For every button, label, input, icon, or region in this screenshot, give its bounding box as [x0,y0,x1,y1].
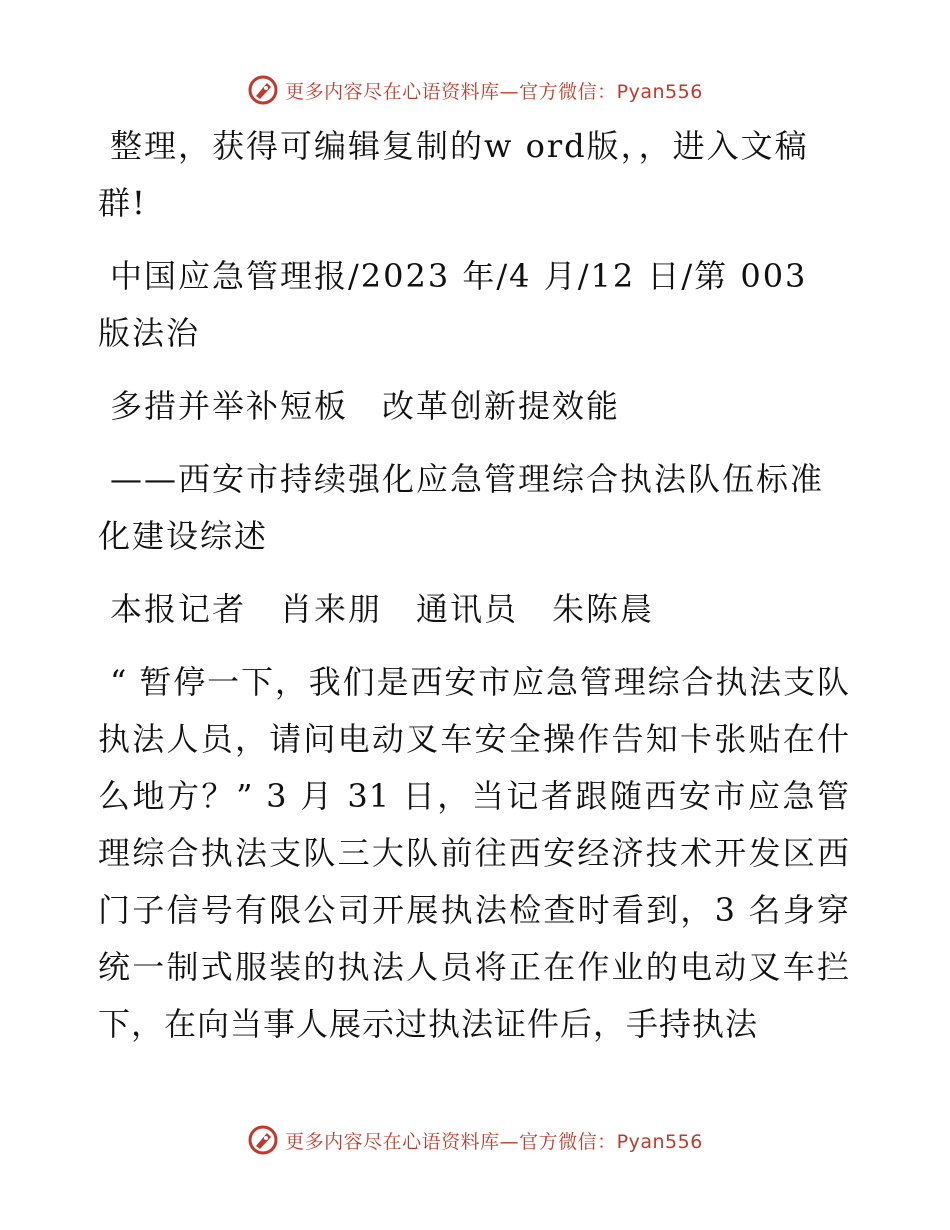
source-line: 中国应急管理报/2023 年/4 月/12 日/第 003 版法治 [98,257,808,352]
intro-paragraph: 整理，获得可编辑复制的w ord版，，进入文稿群! [98,127,809,222]
body-paragraph: “ 暂停一下，我们是西安市应急管理综合执法支队执法人员，请问电动叉车安全操作告知卡张贴在什么地方？” 3 月 31 日，当记者跟随西安市应急管理综合执法支队三大队前往西安经济技术开发区西门子信号有限公司开展执法检查时看到，3 名身穿统一制式服装的执法人员将正在作业的电动叉车拦下，在向当事人展示过执法证件后，手持执法 [98,663,850,1043]
document-body [98,118,850,1053]
footer-watermark-text: 更多内容尽在心语资料库—官方微信：Pyan556 [285,1130,703,1153]
footer-watermark-banner [0,1120,950,1160]
header-watermark-text: 更多内容尽在心语资料库—官方微信：Pyan556 [285,80,703,103]
pen-nib-logo-icon [247,1124,279,1156]
article-subtitle: ——西安市持续强化应急管理综合执法队伍标准化建设综述 [98,460,825,555]
byline: 本报记者 肖来朋 通讯员 朱陈晨 [110,590,655,628]
header-watermark-banner [0,70,950,110]
pen-nib-logo-icon [247,74,279,106]
article-title: 多措并举补短板 改革创新提效能 [110,387,621,425]
